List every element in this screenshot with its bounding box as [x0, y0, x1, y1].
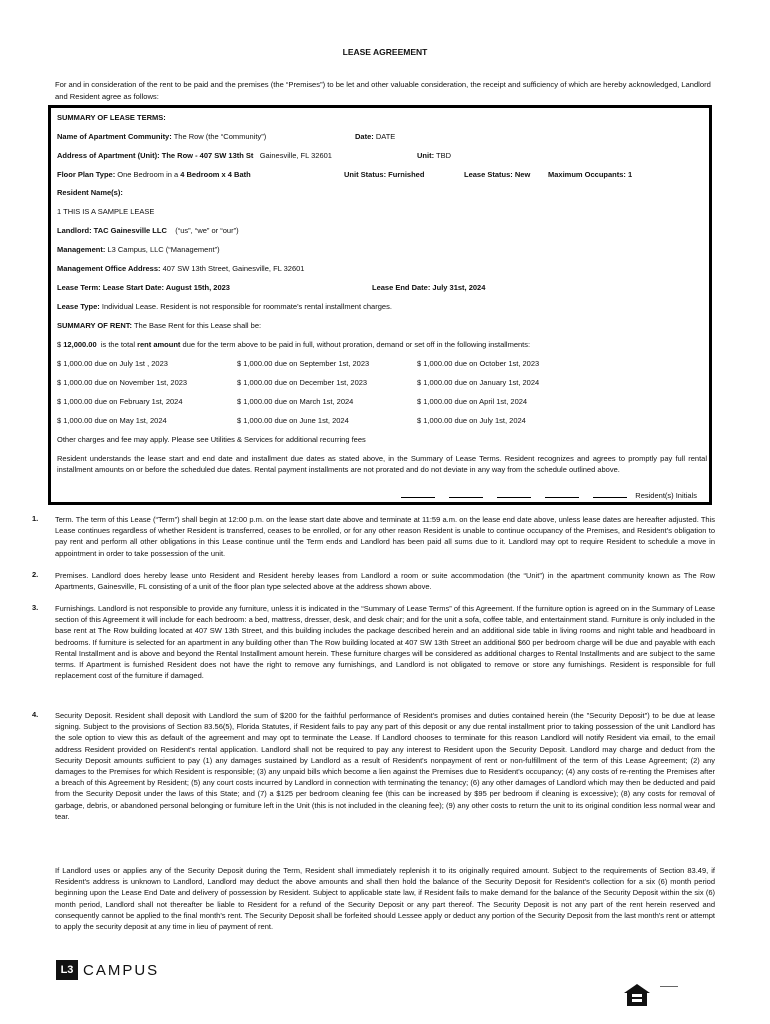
- installment: $ 1,000.00 due on September 1st, 2023: [237, 359, 370, 368]
- lease-status: Lease Status: New: [464, 170, 531, 179]
- initials-blank[interactable]: [593, 497, 627, 498]
- total-rent-line: $ 12,000.00 is the total rent amount due for the term above to be paid in full, without proration, demand or set off in the following installments:: [57, 340, 531, 349]
- unit-status: Unit Status: Furnished: [344, 170, 425, 179]
- section-furnishings: Furnishings. Landlord is not responsible to provide any furniture, unless it is indicated in the “Summary of Lease Terms” of this Agreement. If the furniture option is agreed on in the Summary of Lease section of this Agreement it will include for each bedroom: a bed, mattress, dresser, desk, and desk chair; and for the unit a sofa, coffee table, and entertainment stand. Furniture is only included in the base rent at The Row building located at 407 SW 13th Street, and this building includes the package described herein and an additional side table in living rooms and night table and headboard in bedrooms. If furniture is selected for an apartment in any building other than The Row building located at 407 SW 13th Street an additional $60 per bedroom charge will be due and payable with each Rental Installment and is above and beyond the Rental Installment amount herein. These furniture charges will be considered as additional charges to Rental Installments and are subject to the same terms. If Apartment is furnished Resident does not have the right to remove any furnishings, and Landlord is not obligated to remove or store any furnishings. Resident is responsible for full replacement cost of the furniture if damaged.: [55, 604, 715, 681]
- installment: $ 1,000.00 due on October 1st, 2023: [417, 359, 540, 368]
- logo-mark: L3: [56, 960, 78, 980]
- initials-blank[interactable]: [449, 497, 483, 498]
- installment: $ 1,000.00 due on November 1st, 2023: [57, 378, 188, 387]
- floorplan-line: Floor Plan Type: One Bedroom in a 4 Bedroom x 4 Bath: [57, 170, 251, 179]
- resident-names-label: Resident Name(s):: [57, 188, 123, 197]
- date-field: Date: DATE: [355, 132, 396, 141]
- max-occupants: Maximum Occupants: 1: [548, 170, 633, 179]
- rent-heading: SUMMARY OF RENT: The Base Rent for this Lease shall be:: [57, 321, 262, 330]
- installment: $ 1,000.00 due on February 1st, 2024: [57, 397, 183, 406]
- installment: $ 1,000.00 due on June 1st, 2024: [237, 416, 349, 425]
- logo-text: CAMPUS: [83, 961, 160, 979]
- intro-paragraph: For and in consideration of the rent to be paid and the premises (the “Premises”) to be let and other valuable consideration, the receipt and sufficiency of which are hereby acknowledged, Landlord and Resident agree as follows:: [55, 80, 711, 101]
- equal-housing-icon: [622, 982, 652, 1013]
- resident-understands-paragraph: Resident understands the lease start and end date and installment due dates as stated above, in the Summary of Lease Terms. Resident recognizes and agrees to promptly pay full rental installment amounts on or before the scheduled due dates. Rental payment installments are not prorated and do not deviate in any way from the schedule outlined above.: [57, 454, 707, 475]
- initials-blank[interactable]: [497, 497, 531, 498]
- summary-of-lease-terms-box: [48, 105, 712, 505]
- document-title: LEASE AGREEMENT: [342, 47, 428, 57]
- section-premises: Premises. Landlord does hereby lease unto Resident and Resident hereby leases from Landlord a room or suite accommodation (the “Unit”) in the apartment community known as The Row Apartments, Gainesville, FL consisting of a unit of the floor plan type selected above at the address shown above.: [55, 571, 715, 592]
- installment: $ 1,000.00 due on May 1st, 2024: [57, 416, 167, 425]
- section-number: 2.: [32, 570, 39, 579]
- installment: $ 1,000.00 due on January 1st, 2024: [417, 378, 540, 387]
- installment: $ 1,000.00 due on April 1st, 2024: [417, 397, 528, 406]
- other-charges-note: Other charges and fee may apply. Please see Utilities & Services for additional recurring fees: [57, 435, 366, 444]
- community-line: Name of Apartment Community: The Row (the “Community”): [57, 132, 267, 141]
- management-line: Management: L3 Campus, LLC (“Management”): [57, 245, 220, 254]
- installment: $ 1,000.00 due on July 1st, 2024: [417, 416, 526, 425]
- lease-type-line: Lease Type: Individual Lease. Resident is not responsible for roommate’s rental installment charges.: [57, 302, 392, 311]
- installment: $ 1,000.00 due on July 1st , 2023: [57, 359, 168, 368]
- lease-start: Lease Term: Lease Start Date: August 15th, 2023: [57, 283, 230, 292]
- resident-1: 1 THIS IS A SAMPLE LEASE: [57, 207, 155, 216]
- section-number: 1.: [32, 514, 39, 523]
- section-term: Term. The term of this Lease (“Term”) shall begin at 12:00 p.m. on the lease start date above and terminate at 11:59 a.m. on the lease end date above, unless lease dates are hereafter adjusted. This Lease continues regardless of whether Resident is transferred, ceases to be enrolled, or for any other reason Resident is unable to continue occupancy of the Premises, and Resident’s obligation to pay rent and perform all other obligations in this Lease continue until the Term ends and Landlord has been paid all sums due to it. Landlord may opt to require Resident to schedule a move in appointment in order to take possession of the unit.: [55, 515, 715, 558]
- section-security-deposit: Security Deposit. Resident shall deposit with Landlord the sum of $200 for the faithful performance of Resident's promises and duties contained herein (the "Security Deposit") to be due at lease signing. Subject to the provisions of Section 83.56(5), Florida Statutes, if Resident fails to pay any part of this deposit or any due rental installment prior to taking possession of the unit Landlord has the sole option to view this as default of the agreement and may opt to terminate the Lease. If Landlord chooses to terminate for this reason Landlord will notify Resident via email, to the email address Resident provided on Resident's rental application. Landlord shall not be required to pay any interest to Resident upon the Security Deposit. Landlord may charge and deduct from the Security Deposit amounts sufficient to pay (1) any damages sustained by Landlord as a result of Resident's nonpayment of rent or non-fulfillment of the term of this Lease Agreement; (2) any damages to the Premises for which Resident is responsible; (3) any unpaid bills which become a lien against the Premises due to Resident's occupancy; (4) any costs of re-renting the Premises after a breach of this Agreement by Resident; (5) any court costs incurred by Landlord in connection with terminating the tenancy; (6) any other damages of Landlord which may then be deducted and paid from the Security Deposit under the laws of this State; and (7) a $125 per bedroom cleaning fee (this can be increased by $95 per bedroom if cleaning is excessive); (8) any costs for removal of garbage, debris, or abandoned personal belonging or furniture left in the Unit (this is not included in the cleaning fee); (9) any other costs to return the unit to its original condition less normal wear and tear.: [55, 711, 715, 821]
- installment: $ 1,000.00 due on March 1st, 2024: [237, 397, 354, 406]
- deposit-followup-paragraph: If Landlord uses or applies any of the Security Deposit during the Term, Resident shall immediately replenish it to its originally required amount. Subject to the requirements of Section 83.49, if Resident's address is unknown to Landlord, Landlord may deduct the above amounts and shall then hold the balance of the Security Deposit for Resident's collection for a six (6) month period beginning upon the Lease End Date and delivery of possession by Resident. Subject to applicable state law, if Resident fails to make demand for the balance of the Security Deposit within the six (6) month period, Landlord shall not thereafter be liable to Resident for a refund of the Security Deposit or any part thereof. The Security Deposit is not any part of the rent herein reserved and consequently cannot be applied to the final month's rent. The Security Deposit shall be forfeited should Lessee apply or deduct any portion of the Security Deposit from the last month's rent or attempt to apply the security deposit at any time in lieu of payment of rent.: [55, 866, 715, 932]
- lease-end: Lease End Date: July 31st, 2024: [372, 283, 486, 292]
- address-line: Address of Apartment (Unit): The Row - 407 SW 13th St Gainesville, FL 32601: [57, 151, 332, 160]
- landlord-line: Landlord: TAC Gainesville LLC (“us”, “we” or “our”): [57, 226, 239, 235]
- l3-campus-logo: [56, 960, 159, 980]
- section-number: 3.: [32, 603, 39, 612]
- section-number: 4.: [32, 710, 39, 719]
- initials-blank[interactable]: [545, 497, 579, 498]
- initials-blank[interactable]: [401, 497, 435, 498]
- unit-field: Unit: TBD: [417, 151, 452, 160]
- resident-initials-row: Resident(s) Initials: [395, 491, 697, 500]
- office-address-line: Management Office Address: 407 SW 13th Street, Gainesville, FL 32601: [57, 264, 305, 273]
- summary-heading: SUMMARY OF LEASE TERMS:: [57, 113, 166, 122]
- footer-divider: [660, 986, 678, 987]
- installment: $ 1,000.00 due on December 1st, 2023: [237, 378, 368, 387]
